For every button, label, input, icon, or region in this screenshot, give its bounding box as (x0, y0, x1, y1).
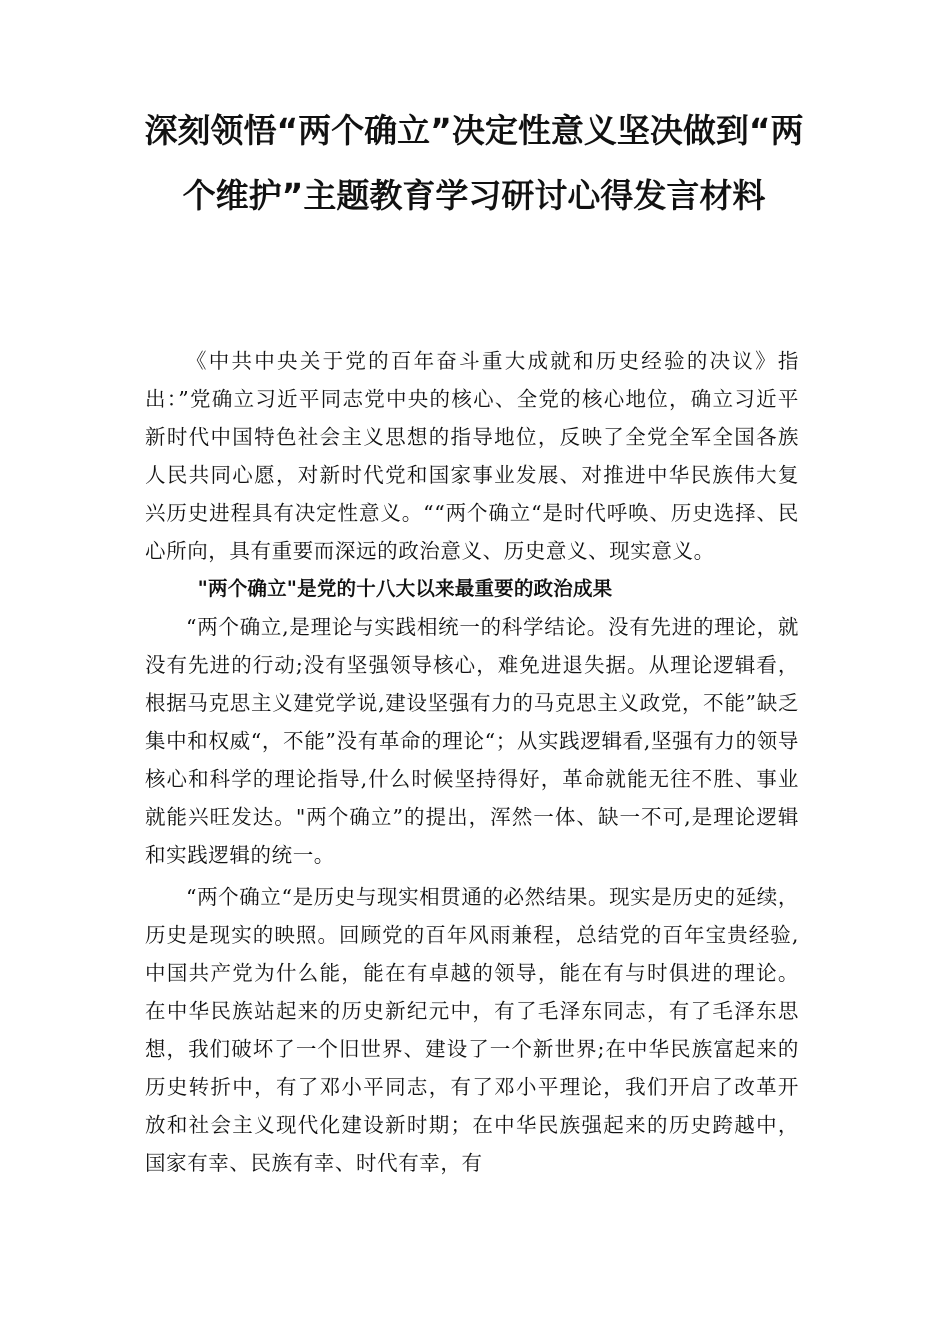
section-heading: "两个确立"是党的十八大以来最重要的政治成果 (197, 577, 613, 600)
section-paragraph-2: “两个确立“是历史与现实相贯通的必然结果。现实是历史的延续，历史是现实的映照。回顾党的百年风雨兼程，总结党的百年宝贵经验,中国共产党为什么能，能在有卓越的领导，能在有与时俱进的理论。在中华民族站起来的历史新纪元中，有了毛泽东同志，有了毛泽东思想，我们破坏了一个旧世界、建设了一个新世界;在中华民族富起来的历史转折中，有了邓小平同志，有了邓小平理论，我们开启了改革开放和社会主义现代化建设新时期；在中华民族强起来的历史跨越中，国家有幸、民族有幸、时代有幸，有 (145, 885, 799, 1175)
section-paragraph-1: “两个确立,是理论与实践相统一的科学结论。没有先进的理论，就没有先进的行动;没有坚强领导核心，难免进退失据。从理论逻辑看，根据马克思主义建党学说,建设坚强有力的马克思主义政党，不能”缺乏集中和权威“，不能”没有革命的理论“；从实践逻辑看,坚强有力的领导核心和科学的理论指导,什么时候坚持得好，革命就能无往不胜、事业就能兴旺发达。"两个确立”的提出，浑然一体、缺一不可,是理论逻辑和实践逻辑的统一。 (145, 615, 799, 867)
intro-paragraph: 《中共中央关于党的百年奋斗重大成就和历史经验的决议》指出：”党确立习近平同志党中央的核心、全党的核心地位，确立习近平新时代中国特色社会主义思想的指导地位，反映了全党全军全国各族人民共同心愿，对新时代党和国家事业发展、对推进中华民族伟大复兴历史进程具有决定性意义。““两个确立“是时代呼唤、历史选择、民心所向，具有重要而深远的政治意义、历史意义、现实意义。 (145, 349, 799, 563)
document-title: 深刻领悟“两个确立”决定性意义坚决做到“两个维护”主题教育学习研讨心得发言材料 (144, 111, 804, 215)
document-body (145, 342, 799, 1182)
